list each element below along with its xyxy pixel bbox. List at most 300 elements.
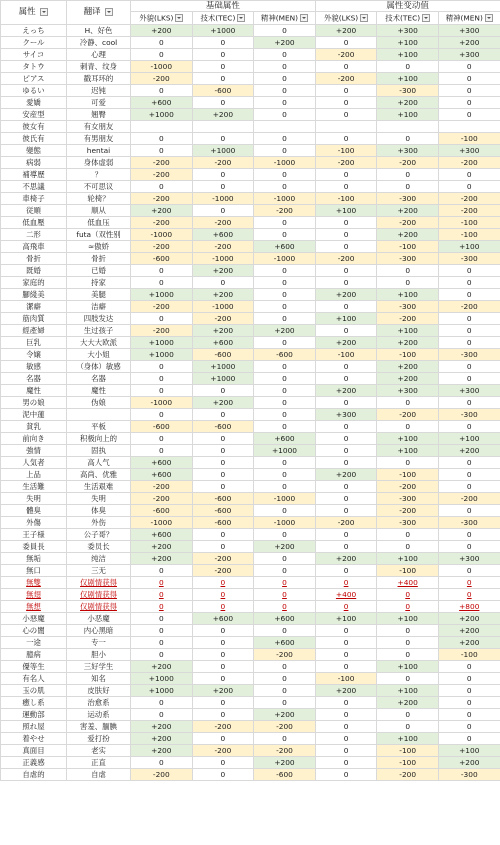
value-cell[interactable]: 0 — [438, 288, 500, 300]
value-cell[interactable]: -200 — [131, 72, 193, 84]
value-cell[interactable]: 0 — [192, 432, 254, 444]
translation-cell[interactable]: ≈傲娇 — [67, 240, 131, 252]
value-cell[interactable]: 0 — [377, 528, 439, 540]
attribute-name-cell[interactable]: 無翅 — [1, 588, 67, 600]
value-cell[interactable]: 0 — [315, 528, 377, 540]
value-cell[interactable]: +100 — [315, 612, 377, 624]
value-cell[interactable]: 0 — [192, 600, 254, 612]
value-cell[interactable]: -300 — [438, 252, 500, 264]
value-cell[interactable]: +1000 — [131, 672, 193, 684]
value-cell[interactable]: 0 — [438, 720, 500, 732]
attribute-name-cell[interactable]: えっち — [1, 24, 67, 36]
value-cell[interactable]: 0 — [377, 168, 439, 180]
value-cell[interactable]: +200 — [131, 540, 193, 552]
translation-cell[interactable]: 伪娘 — [67, 396, 131, 408]
value-cell[interactable]: 0 — [315, 696, 377, 708]
value-cell[interactable]: +200 — [315, 336, 377, 348]
value-cell[interactable]: +200 — [377, 696, 439, 708]
translation-cell[interactable]: 洁癖 — [67, 300, 131, 312]
value-cell[interactable]: +1000 — [192, 372, 254, 384]
value-cell[interactable]: 0 — [192, 444, 254, 456]
value-cell[interactable]: 0 — [438, 708, 500, 720]
value-cell[interactable]: 0 — [438, 576, 500, 588]
value-cell[interactable]: 0 — [254, 276, 316, 288]
translation-cell[interactable]: 魔性 — [67, 384, 131, 396]
translation-cell[interactable]: 正直 — [67, 756, 131, 768]
value-cell[interactable]: 0 — [377, 624, 439, 636]
value-cell[interactable]: -600 — [254, 348, 316, 360]
value-cell[interactable]: 0 — [192, 480, 254, 492]
value-cell[interactable]: -100 — [315, 144, 377, 156]
translation-cell[interactable]: 大小姐 — [67, 348, 131, 360]
value-cell[interactable]: 0 — [315, 36, 377, 48]
value-cell[interactable]: 0 — [315, 576, 377, 588]
attribute-name-cell[interactable]: 魔性 — [1, 384, 67, 396]
value-cell[interactable]: 0 — [254, 420, 316, 432]
value-cell[interactable]: -100 — [438, 228, 500, 240]
value-cell[interactable]: +200 — [438, 36, 500, 48]
value-cell[interactable]: -600 — [192, 348, 254, 360]
value-cell[interactable]: +1000 — [131, 348, 193, 360]
translation-cell[interactable]: 有女朋友 — [67, 120, 131, 132]
value-cell[interactable]: 0 — [315, 84, 377, 96]
value-cell[interactable]: +200 — [315, 468, 377, 480]
attribute-name-cell[interactable]: 癒し系 — [1, 696, 67, 708]
value-cell[interactable]: -200 — [315, 252, 377, 264]
filter-dropdown-icon[interactable] — [485, 14, 493, 22]
translation-cell[interactable]: 高人气 — [67, 456, 131, 468]
value-cell[interactable]: -200 — [131, 156, 193, 168]
translation-cell[interactable]: ？ — [67, 168, 131, 180]
value-cell[interactable]: +100 — [377, 552, 439, 564]
translation-cell[interactable]: 不可思议 — [67, 180, 131, 192]
value-cell[interactable]: 0 — [192, 60, 254, 72]
translation-cell[interactable]: 有男朋友 — [67, 132, 131, 144]
value-cell[interactable]: -100 — [377, 240, 439, 252]
value-cell[interactable]: +200 — [254, 324, 316, 336]
value-cell[interactable]: +300 — [438, 48, 500, 60]
attribute-name-cell[interactable]: 一途 — [1, 636, 67, 648]
value-cell[interactable]: 0 — [315, 132, 377, 144]
value-cell[interactable]: 0 — [315, 216, 377, 228]
attribute-name-cell[interactable]: 無垢 — [1, 552, 67, 564]
value-cell[interactable]: +200 — [315, 384, 377, 396]
translation-cell[interactable]: 四肢发达 — [67, 312, 131, 324]
value-cell[interactable]: 0 — [377, 600, 439, 612]
value-cell[interactable]: +300 — [315, 408, 377, 420]
value-cell[interactable]: 0 — [131, 612, 193, 624]
value-cell[interactable]: +600 — [131, 468, 193, 480]
value-cell[interactable]: 0 — [254, 144, 316, 156]
attribute-name-cell[interactable]: 男の娘 — [1, 396, 67, 408]
value-cell[interactable]: +200 — [438, 612, 500, 624]
value-cell[interactable]: 0 — [377, 540, 439, 552]
value-cell[interactable]: -300 — [377, 516, 439, 528]
value-cell[interactable]: 0 — [192, 768, 254, 780]
value-cell[interactable]: 0 — [438, 60, 500, 72]
value-cell[interactable]: 0 — [315, 372, 377, 384]
value-cell[interactable]: +200 — [192, 324, 254, 336]
value-cell[interactable]: 0 — [192, 408, 254, 420]
value-cell[interactable]: -200 — [438, 156, 500, 168]
value-cell[interactable]: 0 — [377, 264, 439, 276]
value-cell[interactable]: +400 — [315, 588, 377, 600]
attribute-name-cell[interactable]: 家庭的 — [1, 276, 67, 288]
value-cell[interactable]: 0 — [254, 60, 316, 72]
value-cell[interactable]: -200 — [377, 312, 439, 324]
value-cell[interactable]: 0 — [254, 732, 316, 744]
value-cell[interactable]: 0 — [254, 672, 316, 684]
value-cell[interactable]: -200 — [131, 300, 193, 312]
attribute-name-cell[interactable]: 着やせ — [1, 732, 67, 744]
value-cell[interactable]: -600 — [192, 84, 254, 96]
attribute-name-cell[interactable]: クール — [1, 36, 67, 48]
value-cell[interactable]: 0 — [254, 168, 316, 180]
value-cell[interactable]: +200 — [192, 396, 254, 408]
attribute-name-cell[interactable]: 敏感 — [1, 360, 67, 372]
value-cell[interactable]: 0 — [131, 384, 193, 396]
value-cell[interactable]: -200 — [438, 192, 500, 204]
translation-cell[interactable]: 爱打扮 — [67, 732, 131, 744]
value-cell[interactable]: 0 — [254, 564, 316, 576]
value-cell[interactable]: 0 — [254, 684, 316, 696]
value-cell[interactable]: 0 — [192, 696, 254, 708]
value-cell[interactable]: -200 — [377, 504, 439, 516]
value-cell[interactable]: 0 — [438, 324, 500, 336]
value-cell[interactable]: -200 — [192, 216, 254, 228]
value-cell[interactable]: 0 — [254, 372, 316, 384]
filter-dropdown-icon[interactable] — [175, 14, 183, 22]
value-cell[interactable]: +200 — [315, 684, 377, 696]
value-cell[interactable]: -300 — [377, 252, 439, 264]
value-cell[interactable]: -1000 — [192, 252, 254, 264]
value-cell[interactable]: +200 — [131, 552, 193, 564]
translation-cell[interactable]: 持家 — [67, 276, 131, 288]
value-cell[interactable]: 0 — [315, 324, 377, 336]
value-cell[interactable]: 0 — [438, 84, 500, 96]
value-cell[interactable]: 0 — [377, 132, 439, 144]
value-cell[interactable]: +200 — [315, 552, 377, 564]
value-cell[interactable]: 0 — [377, 708, 439, 720]
value-cell[interactable]: -600 — [254, 768, 316, 780]
value-cell[interactable]: -200 — [254, 720, 316, 732]
filter-dropdown-icon[interactable] — [300, 14, 308, 22]
value-cell[interactable]: -200 — [192, 156, 254, 168]
value-cell[interactable]: 0 — [438, 528, 500, 540]
value-cell[interactable]: 0 — [254, 24, 316, 36]
value-cell[interactable]: -600 — [192, 516, 254, 528]
attribute-name-cell[interactable]: 玉の肌 — [1, 684, 67, 696]
value-cell[interactable]: +200 — [192, 288, 254, 300]
translation-cell[interactable]: 体臭 — [67, 504, 131, 516]
value-cell[interactable]: -200 — [131, 492, 193, 504]
translation-cell[interactable]: 翘臀 — [67, 108, 131, 120]
value-cell[interactable]: -100 — [377, 744, 439, 756]
translation-cell[interactable]: 积极向上的 — [67, 432, 131, 444]
value-cell[interactable]: +100 — [377, 48, 439, 60]
value-cell[interactable]: 0 — [192, 660, 254, 672]
value-cell[interactable]: 0 — [254, 600, 316, 612]
value-cell[interactable]: 0 — [192, 72, 254, 84]
attribute-name-cell[interactable]: 上品 — [1, 468, 67, 480]
value-cell[interactable]: 0 — [315, 660, 377, 672]
value-cell[interactable]: 0 — [315, 396, 377, 408]
value-cell[interactable]: 0 — [254, 456, 316, 468]
attribute-name-cell[interactable]: 外傷 — [1, 516, 67, 528]
value-cell[interactable]: 0 — [131, 372, 193, 384]
value-cell[interactable]: 0 — [254, 624, 316, 636]
value-cell[interactable]: 0 — [192, 576, 254, 588]
value-cell[interactable]: -100 — [438, 648, 500, 660]
value-cell[interactable]: +600 — [131, 96, 193, 108]
value-cell[interactable]: 0 — [438, 696, 500, 708]
value-cell[interactable]: 0 — [254, 96, 316, 108]
value-cell[interactable]: +200 — [131, 732, 193, 744]
value-cell[interactable]: +300 — [438, 24, 500, 36]
value-cell[interactable]: -100 — [438, 132, 500, 144]
filter-dropdown-icon[interactable] — [237, 14, 245, 22]
value-cell[interactable]: 0 — [377, 588, 439, 600]
value-cell[interactable]: 0 — [315, 432, 377, 444]
value-cell[interactable]: -300 — [377, 492, 439, 504]
value-cell[interactable]: -200 — [315, 72, 377, 84]
attribute-name-cell[interactable]: 無想 — [1, 600, 67, 612]
value-cell[interactable]: 0 — [192, 276, 254, 288]
value-cell[interactable]: 0 — [315, 264, 377, 276]
translation-cell[interactable]: 三无 — [67, 564, 131, 576]
attribute-name-cell[interactable]: 運動部 — [1, 708, 67, 720]
value-cell[interactable]: 0 — [254, 360, 316, 372]
translation-cell[interactable]: 小恶魔 — [67, 612, 131, 624]
value-cell[interactable]: +200 — [254, 36, 316, 48]
value-cell[interactable]: -200 — [377, 408, 439, 420]
value-cell[interactable]: 0 — [131, 180, 193, 192]
value-cell[interactable]: -200 — [192, 564, 254, 576]
value-cell[interactable]: 0 — [192, 756, 254, 768]
value-cell[interactable]: 0 — [192, 588, 254, 600]
value-cell[interactable]: 0 — [315, 444, 377, 456]
translation-cell[interactable]: 冷静、cool — [67, 36, 131, 48]
value-cell[interactable]: -1000 — [131, 516, 193, 528]
value-cell[interactable]: -1000 — [131, 396, 193, 408]
value-cell[interactable]: 0 — [131, 444, 193, 456]
value-cell[interactable]: +300 — [438, 144, 500, 156]
value-cell[interactable]: 0 — [438, 72, 500, 84]
value-cell[interactable]: 0 — [254, 480, 316, 492]
value-cell[interactable]: -600 — [192, 504, 254, 516]
value-cell[interactable]: 0 — [315, 360, 377, 372]
translation-cell[interactable]: 仅剧情获得 — [67, 588, 131, 600]
value-cell[interactable]: 0 — [315, 168, 377, 180]
attribute-name-cell[interactable]: サイコ — [1, 48, 67, 60]
value-cell[interactable]: +200 — [438, 624, 500, 636]
attribute-name-cell[interactable]: 照れ屋 — [1, 720, 67, 732]
value-cell[interactable] — [254, 120, 316, 132]
value-cell[interactable]: -200 — [254, 744, 316, 756]
value-cell[interactable]: -100 — [315, 348, 377, 360]
value-cell[interactable]: 0 — [315, 456, 377, 468]
attribute-name-cell[interactable]: 泥中蓮 — [1, 408, 67, 420]
value-cell[interactable]: 0 — [438, 732, 500, 744]
value-cell[interactable]: +200 — [131, 204, 193, 216]
value-cell[interactable]: 0 — [438, 360, 500, 372]
attribute-name-cell[interactable]: 失明 — [1, 492, 67, 504]
translation-cell[interactable]: 公子哥？ — [67, 528, 131, 540]
value-cell[interactable]: 0 — [131, 600, 193, 612]
value-cell[interactable]: +600 — [131, 528, 193, 540]
translation-cell[interactable]: 大大大欧派 — [67, 336, 131, 348]
value-cell[interactable]: 0 — [377, 720, 439, 732]
attribute-name-cell[interactable]: ピアス — [1, 72, 67, 84]
translation-cell[interactable]: 美腿 — [67, 288, 131, 300]
value-cell[interactable]: +200 — [131, 720, 193, 732]
value-cell[interactable]: 0 — [438, 660, 500, 672]
attribute-name-cell[interactable]: 愛嬌 — [1, 96, 67, 108]
attribute-name-cell[interactable]: 病弱 — [1, 156, 67, 168]
value-cell[interactable]: 0 — [131, 432, 193, 444]
attribute-name-cell[interactable]: 従順 — [1, 204, 67, 216]
value-cell[interactable]: 0 — [438, 420, 500, 432]
value-cell[interactable]: 0 — [315, 240, 377, 252]
value-cell[interactable]: +100 — [377, 660, 439, 672]
translation-cell[interactable]: 顺从 — [67, 204, 131, 216]
value-cell[interactable]: +200 — [192, 108, 254, 120]
value-cell[interactable]: +100 — [377, 684, 439, 696]
value-cell[interactable]: 0 — [438, 264, 500, 276]
value-cell[interactable]: 0 — [131, 312, 193, 324]
translation-cell[interactable]: 害羞、腼腆 — [67, 720, 131, 732]
value-cell[interactable]: 0 — [377, 180, 439, 192]
translation-cell[interactable]: 心理 — [67, 48, 131, 60]
value-cell[interactable]: 0 — [192, 672, 254, 684]
filter-dropdown-icon[interactable] — [360, 14, 368, 22]
value-cell[interactable]: +200 — [131, 744, 193, 756]
value-cell[interactable]: 0 — [315, 420, 377, 432]
value-cell[interactable]: 0 — [315, 636, 377, 648]
value-cell[interactable]: -200 — [315, 48, 377, 60]
value-cell[interactable]: 0 — [377, 276, 439, 288]
attribute-name-cell[interactable]: 名器 — [1, 372, 67, 384]
value-cell[interactable] — [315, 120, 377, 132]
value-cell[interactable]: -200 — [131, 216, 193, 228]
value-cell[interactable] — [438, 120, 500, 132]
value-cell[interactable]: 0 — [254, 384, 316, 396]
value-cell[interactable]: +100 — [377, 72, 439, 84]
value-cell[interactable]: 0 — [254, 264, 316, 276]
value-cell[interactable]: -1000 — [254, 516, 316, 528]
attribute-name-cell[interactable]: 不思議 — [1, 180, 67, 192]
attribute-name-cell[interactable]: 車椅子 — [1, 192, 67, 204]
value-cell[interactable]: 0 — [192, 732, 254, 744]
value-cell[interactable]: 0 — [377, 636, 439, 648]
translation-cell[interactable]: 可爱 — [67, 96, 131, 108]
value-cell[interactable]: +1000 — [131, 336, 193, 348]
attribute-name-cell[interactable]: 彼女有 — [1, 120, 67, 132]
attribute-name-cell[interactable]: 骨折 — [1, 252, 67, 264]
value-cell[interactable]: -300 — [438, 516, 500, 528]
value-cell[interactable]: 0 — [192, 96, 254, 108]
value-cell[interactable]: -200 — [192, 720, 254, 732]
value-cell[interactable]: +600 — [192, 228, 254, 240]
attribute-name-cell[interactable]: 生活難 — [1, 480, 67, 492]
value-cell[interactable]: 0 — [315, 624, 377, 636]
value-cell[interactable]: 0 — [315, 492, 377, 504]
attribute-name-cell[interactable]: 高飛車 — [1, 240, 67, 252]
value-cell[interactable]: 0 — [315, 276, 377, 288]
value-cell[interactable]: +400 — [377, 576, 439, 588]
value-cell[interactable]: +200 — [192, 264, 254, 276]
translation-cell[interactable]: H、好色 — [67, 24, 131, 36]
value-cell[interactable]: +100 — [377, 432, 439, 444]
value-cell[interactable]: 0 — [192, 36, 254, 48]
value-cell[interactable]: 0 — [377, 420, 439, 432]
value-cell[interactable]: 0 — [254, 132, 316, 144]
value-cell[interactable]: 0 — [438, 480, 500, 492]
value-cell[interactable]: 0 — [192, 180, 254, 192]
value-cell[interactable]: 0 — [131, 648, 193, 660]
value-cell[interactable]: 0 — [192, 708, 254, 720]
value-cell[interactable]: +1000 — [254, 444, 316, 456]
attribute-name-cell[interactable]: 無雙 — [1, 576, 67, 588]
translation-cell[interactable]: 骨折 — [67, 252, 131, 264]
value-cell[interactable]: 0 — [315, 96, 377, 108]
value-cell[interactable]: +300 — [438, 552, 500, 564]
value-cell[interactable]: -200 — [192, 312, 254, 324]
filter-dropdown-icon[interactable] — [105, 8, 113, 16]
attribute-name-cell[interactable]: タトウ — [1, 60, 67, 72]
value-cell[interactable]: +300 — [377, 144, 439, 156]
value-cell[interactable]: +200 — [377, 96, 439, 108]
translation-cell[interactable]: 轮椅？ — [67, 192, 131, 204]
translation-cell[interactable]: 纯洁 — [67, 552, 131, 564]
value-cell[interactable]: 0 — [438, 180, 500, 192]
value-cell[interactable]: +600 — [254, 636, 316, 648]
value-cell[interactable]: 0 — [131, 264, 193, 276]
value-cell[interactable]: 0 — [192, 648, 254, 660]
value-cell[interactable]: 0 — [254, 468, 316, 480]
translation-cell[interactable]: 刺青、纹身 — [67, 60, 131, 72]
translation-cell[interactable]: 皮肤好 — [67, 684, 131, 696]
value-cell[interactable]: 0 — [131, 624, 193, 636]
value-cell[interactable]: -300 — [438, 768, 500, 780]
value-cell[interactable]: 0 — [315, 720, 377, 732]
attribute-name-cell[interactable]: 體臭 — [1, 504, 67, 516]
translation-cell[interactable]: 戳耳环的 — [67, 72, 131, 84]
value-cell[interactable]: -200 — [192, 240, 254, 252]
value-cell[interactable]: 0 — [192, 636, 254, 648]
value-cell[interactable]: 0 — [438, 540, 500, 552]
attribute-name-cell[interactable]: 低血壓 — [1, 216, 67, 228]
attribute-name-cell[interactable]: 令嬢 — [1, 348, 67, 360]
value-cell[interactable]: +1000 — [192, 360, 254, 372]
attribute-name-cell[interactable]: 委員長 — [1, 540, 67, 552]
value-cell[interactable]: 0 — [438, 588, 500, 600]
value-cell[interactable]: 0 — [254, 552, 316, 564]
value-cell[interactable]: -300 — [438, 408, 500, 420]
value-cell[interactable]: +1000 — [131, 108, 193, 120]
translation-cell[interactable]: 生活艰难 — [67, 480, 131, 492]
value-cell[interactable]: -600 — [131, 420, 193, 432]
attribute-name-cell[interactable]: 真面目 — [1, 744, 67, 756]
value-cell[interactable]: -100 — [377, 756, 439, 768]
attribute-name-cell[interactable]: 彼氏有 — [1, 132, 67, 144]
value-cell[interactable]: -600 — [192, 492, 254, 504]
value-cell[interactable]: -100 — [438, 216, 500, 228]
value-cell[interactable]: -200 — [438, 300, 500, 312]
value-cell[interactable]: 0 — [254, 180, 316, 192]
value-cell[interactable]: 0 — [131, 84, 193, 96]
value-cell[interactable]: 0 — [254, 396, 316, 408]
